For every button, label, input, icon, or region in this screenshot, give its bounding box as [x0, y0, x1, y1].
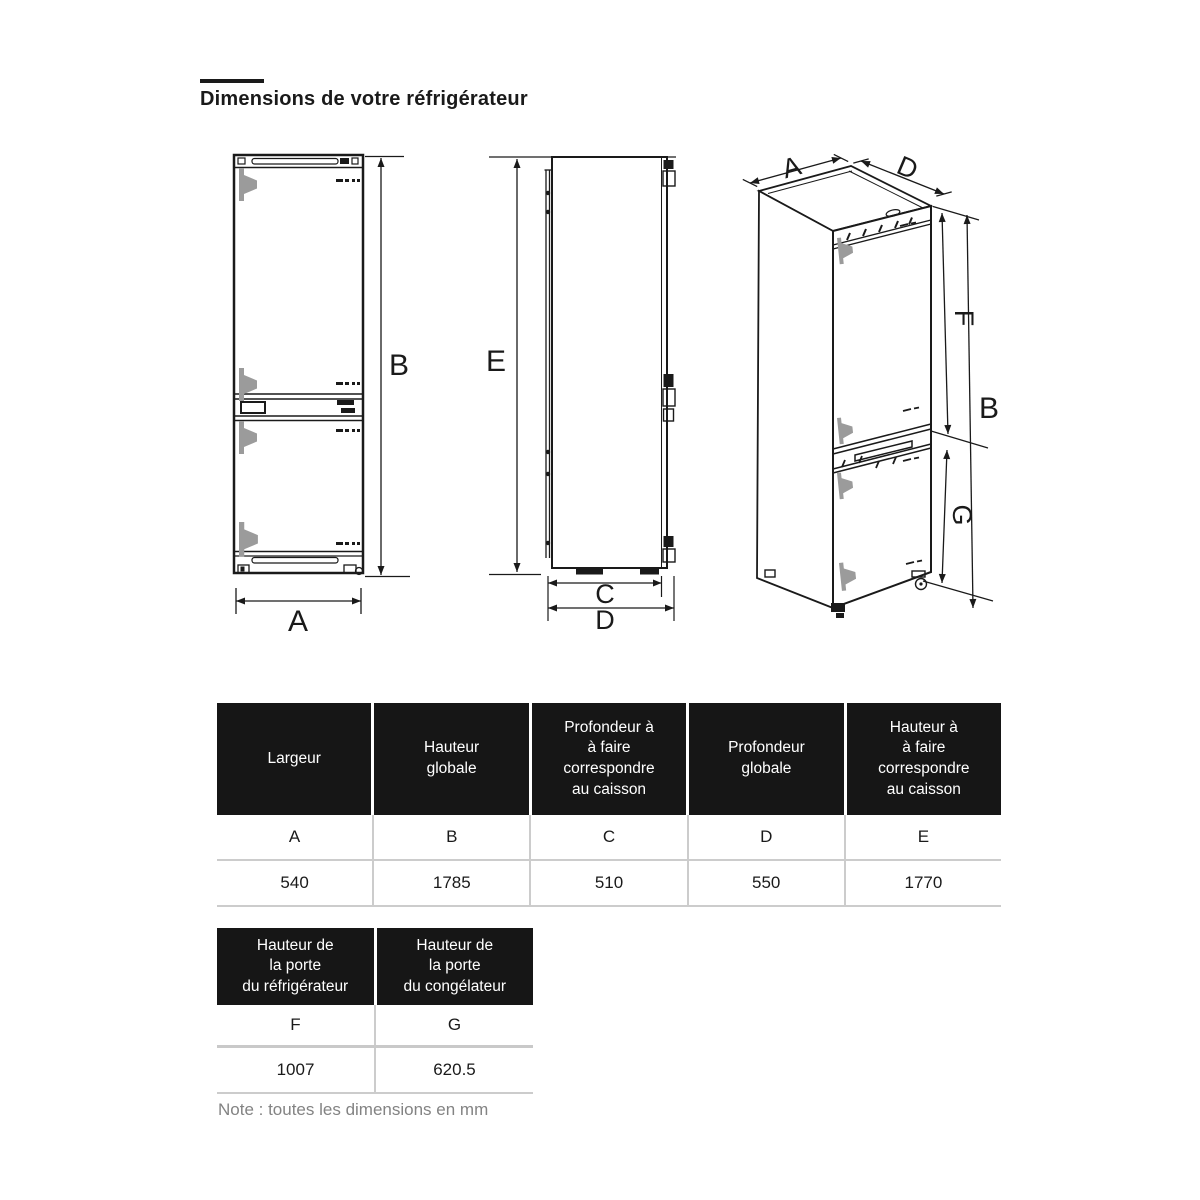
side-body-outline	[552, 157, 667, 568]
page-title: Dimensions de votre réfrigérateur	[200, 88, 528, 110]
header-cell-profondeur-caisson: Profondeur à à faire correspondre au caisson	[532, 703, 686, 815]
front-height-label: B	[388, 349, 410, 382]
header-cell-largeur: Largeur	[217, 703, 371, 815]
front-fridge-outline	[234, 155, 363, 573]
dimensions-table	[217, 703, 1001, 907]
front-hinges	[239, 168, 258, 557]
side-door-edge	[545, 170, 552, 558]
persp-freezer-door-label: G	[947, 504, 977, 526]
dimensions-table-header-row	[217, 703, 1001, 815]
side-view	[486, 157, 676, 635]
dimensions-note: Note : toutes les dimensions en mm	[218, 1100, 489, 1119]
front-width-label: A	[287, 605, 309, 638]
front-view	[234, 155, 410, 638]
value-cell: 620.5	[374, 1048, 533, 1092]
persp-overall-height-dimension	[964, 215, 977, 608]
value-cell: 540	[280, 873, 309, 892]
value-cell: 550	[687, 861, 844, 905]
side-cabinet-depth-label: C	[595, 579, 615, 609]
value-cell: 1785	[372, 861, 529, 905]
letter-cell: A	[288, 827, 301, 846]
header-cell-hauteur-globale: Hauteur globale	[374, 703, 528, 815]
letter-cell: E	[844, 815, 1001, 859]
dimensions-table-value-row	[217, 861, 1001, 907]
door-table-value-row	[217, 1048, 533, 1094]
side-overall-depth-label: D	[595, 605, 615, 635]
persp-depth-label: D	[892, 150, 923, 186]
dimensions-table-letter-row	[217, 815, 1001, 861]
value-cell: 1007	[276, 1060, 315, 1079]
header-cell-hauteur-caisson: Hauteur à à faire correspondre au caisson	[847, 703, 1001, 815]
perspective-view	[743, 150, 999, 618]
header-cell-porte-congelateur: Hauteur de la porte du congélateur	[377, 928, 534, 1005]
letter-cell: D	[687, 815, 844, 859]
letter-cell: F	[290, 1015, 301, 1034]
persp-front-face	[833, 206, 931, 608]
letter-cell: G	[374, 1005, 533, 1045]
persp-fridge-door-label: F	[949, 309, 979, 327]
door-table-header-row	[217, 928, 533, 1005]
front-dash-marks	[336, 179, 360, 545]
value-cell: 1770	[844, 861, 1001, 905]
value-cell: 510	[529, 861, 686, 905]
door-table-letter-row	[217, 1005, 533, 1048]
letter-cell: B	[372, 815, 529, 859]
persp-overall-height-label: B	[978, 392, 1000, 425]
side-height-dimension	[514, 159, 521, 572]
side-height-label: E	[485, 345, 507, 378]
door-heights-table	[217, 928, 533, 1094]
side-rear-brackets	[663, 160, 675, 562]
persp-width-label: A	[778, 150, 805, 185]
header-cell-porte-refrigerateur: Hauteur de la porte du réfrigérateur	[217, 928, 374, 1005]
header-cell-profondeur-globale: Profondeur globale	[689, 703, 843, 815]
letter-cell: C	[529, 815, 686, 859]
persp-left-face	[757, 191, 833, 608]
